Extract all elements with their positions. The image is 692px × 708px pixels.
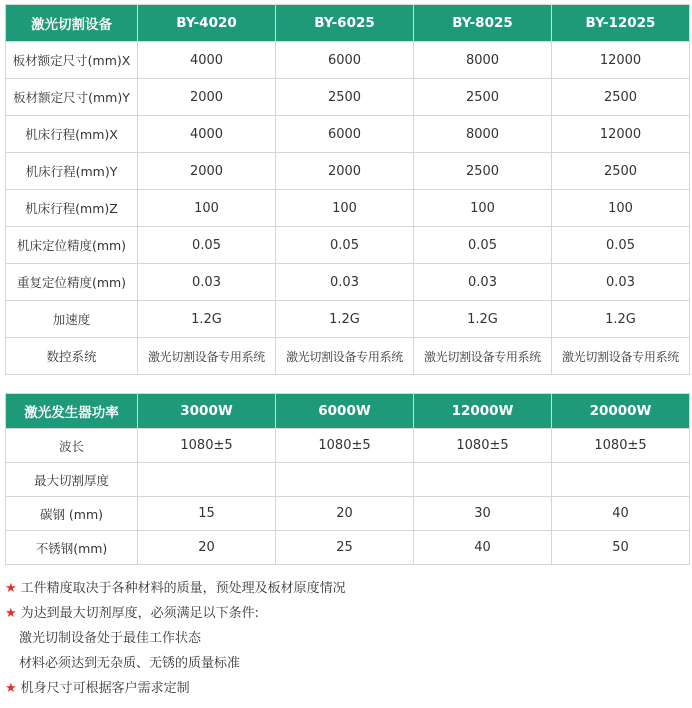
table-cell: 2500 xyxy=(552,79,690,116)
table-row xyxy=(6,497,690,531)
table-cell: 0.03 xyxy=(552,264,690,301)
table-cell: 12000 xyxy=(552,116,690,153)
row-label: 碳钢 (mm) xyxy=(6,497,138,531)
row-label: 板材额定尺寸(mm)X xyxy=(6,42,138,79)
table-cell: 8000 xyxy=(414,116,552,153)
star-icon: ★ xyxy=(5,681,17,696)
row-label: 机床行程(mm)Y xyxy=(6,153,138,190)
header-cell: 激光切割设备 xyxy=(6,5,138,42)
table-cell xyxy=(276,463,414,497)
table-row xyxy=(6,463,690,497)
header-cell: BY-4020 xyxy=(138,5,276,42)
note-item xyxy=(5,676,346,701)
table-cell: 4000 xyxy=(138,116,276,153)
header-cell: 12000W xyxy=(414,394,552,429)
specs-table-laser xyxy=(5,393,690,565)
table-cell: 2000 xyxy=(138,153,276,190)
table-cell: 0.05 xyxy=(552,227,690,264)
table-row xyxy=(6,79,690,116)
note-text: 为达到最大切剂厚度，必须满足以下条件: xyxy=(20,606,260,621)
table-cell: 1.2G xyxy=(138,301,276,338)
row-label: 板材额定尺寸(mm)Y xyxy=(6,79,138,116)
star-icon: ★ xyxy=(5,606,17,621)
table-cell: 8000 xyxy=(414,42,552,79)
table-cell: 1080±5 xyxy=(414,429,552,463)
table-cell: 激光切割设备专用系统 xyxy=(414,338,552,375)
table-header-row xyxy=(6,394,690,429)
table-cell: 0.05 xyxy=(138,227,276,264)
table-row xyxy=(6,429,690,463)
note-item xyxy=(5,601,346,626)
table-row xyxy=(6,42,690,79)
table-cell: 2500 xyxy=(414,79,552,116)
note-text: 激光切制设备处于最佳工作状态 xyxy=(19,631,202,646)
table-cell: 2000 xyxy=(138,79,276,116)
header-cell: 激光发生器功率 xyxy=(6,394,138,429)
table-cell: 6000 xyxy=(276,116,414,153)
table-row xyxy=(6,531,690,565)
note-text: 工件精度取决于各种材料的质量，预处理及板材原度情况 xyxy=(20,581,346,596)
table-cell: 6000 xyxy=(276,42,414,79)
header-cell: 3000W xyxy=(138,394,276,429)
row-label: 波长 xyxy=(6,429,138,463)
row-label: 机床行程(mm)X xyxy=(6,116,138,153)
table-cell: 0.05 xyxy=(276,227,414,264)
row-label: 重复定位精度(mm) xyxy=(6,264,138,301)
table-cell: 激光切割设备专用系统 xyxy=(276,338,414,375)
star-icon: ★ xyxy=(5,581,17,596)
row-label: 机床行程(mm)Z xyxy=(6,190,138,227)
table-cell: 1080±5 xyxy=(138,429,276,463)
table-cell: 4000 xyxy=(138,42,276,79)
header-cell: BY-8025 xyxy=(414,5,552,42)
table-row xyxy=(6,153,690,190)
table-row xyxy=(6,116,690,153)
table-cell: 2500 xyxy=(276,79,414,116)
note-text: 机身尺寸可根据客户需求定制 xyxy=(20,681,190,696)
table-cell: 0.03 xyxy=(276,264,414,301)
table-cell: 0.05 xyxy=(414,227,552,264)
table-cell: 1080±5 xyxy=(552,429,690,463)
table-row xyxy=(6,190,690,227)
header-cell: BY-12025 xyxy=(552,5,690,42)
table-row xyxy=(6,264,690,301)
table-cell: 2500 xyxy=(552,153,690,190)
table-cell: 50 xyxy=(552,531,690,565)
table-cell: 15 xyxy=(138,497,276,531)
table-cell: 20 xyxy=(138,531,276,565)
table-cell: 0.03 xyxy=(414,264,552,301)
row-label: 不锈钢(mm) xyxy=(6,531,138,565)
table-cell: 2500 xyxy=(414,153,552,190)
table-cell: 2000 xyxy=(276,153,414,190)
table-cell: 40 xyxy=(414,531,552,565)
table-cell xyxy=(414,463,552,497)
note-text: 材料必须达到无杂质、无锈的质量标准 xyxy=(19,656,241,671)
table-cell: 30 xyxy=(414,497,552,531)
header-cell: 20000W xyxy=(552,394,690,429)
note-item xyxy=(5,576,346,601)
notes-list xyxy=(5,576,346,701)
row-label: 加速度 xyxy=(6,301,138,338)
table-cell xyxy=(138,463,276,497)
table-cell: 12000 xyxy=(552,42,690,79)
header-cell: BY-6025 xyxy=(276,5,414,42)
table-cell: 激光切割设备专用系统 xyxy=(552,338,690,375)
table-row xyxy=(6,227,690,264)
table-cell: 20 xyxy=(276,497,414,531)
row-label: 机床定位精度(mm) xyxy=(6,227,138,264)
table-cell: 1.2G xyxy=(414,301,552,338)
table-row xyxy=(6,301,690,338)
table-cell: 40 xyxy=(552,497,690,531)
table-row xyxy=(6,338,690,375)
header-cell: 6000W xyxy=(276,394,414,429)
table-cell: 0.03 xyxy=(138,264,276,301)
table-cell: 1080±5 xyxy=(276,429,414,463)
note-subitem xyxy=(5,626,346,651)
table-cell: 100 xyxy=(138,190,276,227)
table-cell: 100 xyxy=(552,190,690,227)
note-subitem xyxy=(5,651,346,676)
row-label: 数控系统 xyxy=(6,338,138,375)
table-cell: 1.2G xyxy=(552,301,690,338)
table-cell: 100 xyxy=(414,190,552,227)
table-cell: 100 xyxy=(276,190,414,227)
table-cell xyxy=(552,463,690,497)
specs-table-machine xyxy=(5,4,690,375)
table-cell: 激光切割设备专用系统 xyxy=(138,338,276,375)
table-header-row xyxy=(6,5,690,42)
table-cell: 1.2G xyxy=(276,301,414,338)
row-label: 最大切割厚度 xyxy=(6,463,138,497)
table-cell: 25 xyxy=(276,531,414,565)
